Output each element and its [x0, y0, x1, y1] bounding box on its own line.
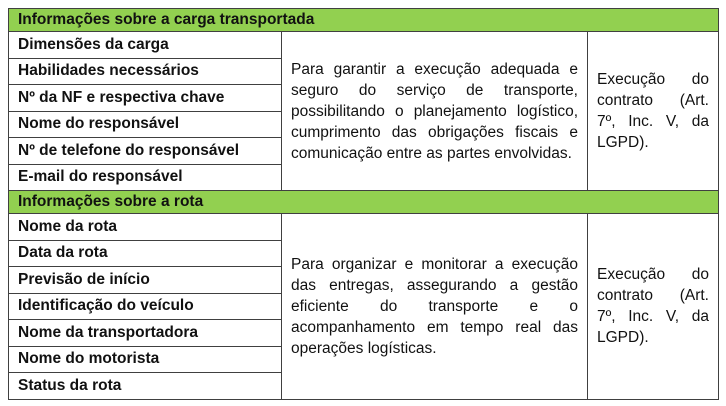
field-driver-name: Nome do motorista: [9, 346, 282, 373]
purpose-route: Para organizar e monitorar a execução das entregas, assegurando a gestão eficiente do transporte e o acompanhamento em tempo real das operações logísticas.: [282, 214, 588, 400]
purpose-cargo: Para garantir a execução adequada e seguro do serviço de transporte, possibilitando o planejamento logístico, cumprimento das obrigações fiscais e comunicação entre as partes envolvidas.: [282, 32, 588, 191]
field-responsible-name: Nome do responsável: [9, 111, 282, 138]
field-responsible-phone: Nº de telefone do responsável: [9, 138, 282, 165]
section-header-route: Informações sobre a rota: [9, 191, 719, 214]
legal-basis-route: Execução do contrato (Art. 7º, Inc. V, da LGPD).: [588, 214, 719, 400]
field-vehicle-id: Identificação do veículo: [9, 293, 282, 320]
field-dimensions: Dimensões da carga: [9, 32, 282, 59]
field-start-forecast: Previsão de início: [9, 267, 282, 294]
field-responsible-email: E-mail do responsável: [9, 164, 282, 191]
field-carrier-name: Nome da transportadora: [9, 320, 282, 347]
data-processing-table: [8, 8, 719, 400]
field-invoice-key: Nº da NF e respectiva chave: [9, 85, 282, 112]
section-header-cargo: Informações sobre a carga transportada: [9, 9, 719, 32]
field-route-status: Status da rota: [9, 373, 282, 400]
legal-basis-cargo: Execução do contrato (Art. 7º, Inc. V, da LGPD).: [588, 32, 719, 191]
field-route-date: Data da rota: [9, 240, 282, 267]
field-route-name: Nome da rota: [9, 214, 282, 241]
field-skills: Habilidades necessários: [9, 58, 282, 85]
